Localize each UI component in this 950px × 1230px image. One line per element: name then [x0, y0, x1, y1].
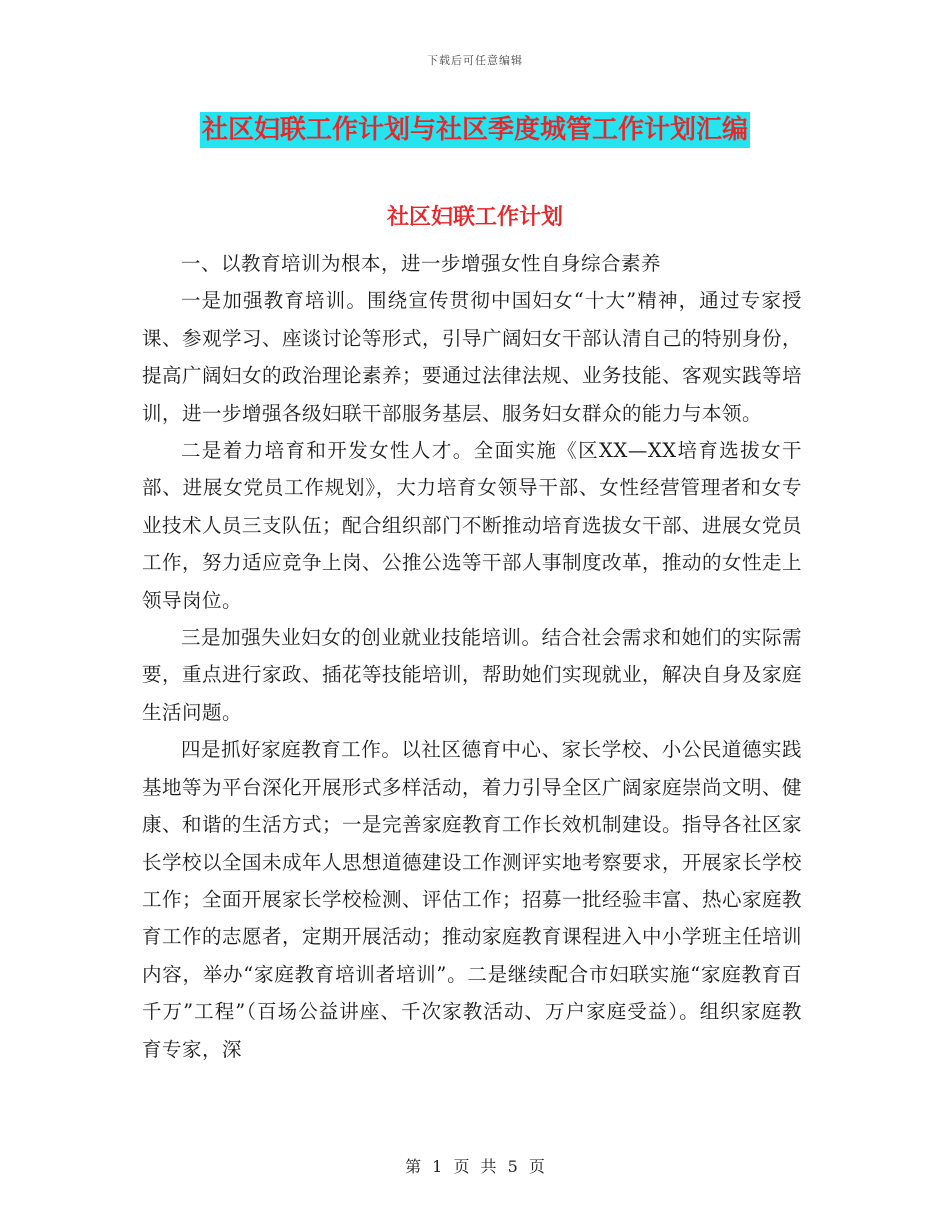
paragraph: 一是加强教育培训。围绕宣传贯彻中国妇女“十大”精神，通过专家授课、参观学习、座谈讨论等形式，引导广阔妇女干部认清自己的特别身份，提高广阔妇女的政治理论素养；要通过法律法规、业务技能、客观实践等培训，进一步增强各级妇联干部服务基层、服务妇女群众的能力与本领。	[142, 289, 803, 425]
section-title: 社区妇联工作计划	[386, 205, 563, 230]
main-title-container	[0, 112, 950, 148]
document-body	[142, 245, 802, 1068]
paragraph: 二是着力培育和开发女性人才。全面实施《区XX—XX培育选拔女干部、进展女党员工作规划》，大力培育女领导干部、女性经营管理者和女专业技术人员三支队伍；配合组织部门不断推动培育选拔女干部、进展女党员工作，努力适应竞争上岗、公推公选等干部人事制度改革，推动的女性走上领导岗位。	[142, 439, 803, 612]
page-header-note: 下载后可任意编辑	[427, 54, 523, 67]
document-main-title: 社区妇联工作计划与社区季度城管工作计划汇编	[200, 112, 750, 148]
paragraph: 四是抓好家庭教育工作。以社区德育中心、家长学校、小公民道德实践基地等为平台深化开展形式多样活动，着力引导全区广阔家庭崇尚文明、健康、和谐的生活方式；一是完善家庭教育工作长效机制建设。指导各社区家长学校以全国未成年人思想道德建设工作测评实地考察要求，开展家长学校工作；全面开展家长学校检测、评估工作；招募一批经验丰富、热心家庭教育工作的志愿者，定期开展活动；推动家庭教育课程进入中小学班主任培训内容，举办“家庭教育培训者培训”。二是继续配合市妇联实施“家庭教育百千万”工程”（百场公益讲座、千次家教活动、万户家庭受益）。组织家庭教育专家，深	[142, 738, 803, 1061]
paragraph: 三是加强失业妇女的创业就业技能培训。结合社会需求和她们的实际需要，重点进行家政、插花等技能培训，帮助她们实现就业，解决自身及家庭生活问题。	[142, 626, 803, 724]
paragraph-heading-one: 一、以教育培训为根本，进一步增强女性自身综合素养	[181, 252, 662, 275]
page-footer-pagination: 第 1 页 共 5 页	[405, 1157, 545, 1176]
